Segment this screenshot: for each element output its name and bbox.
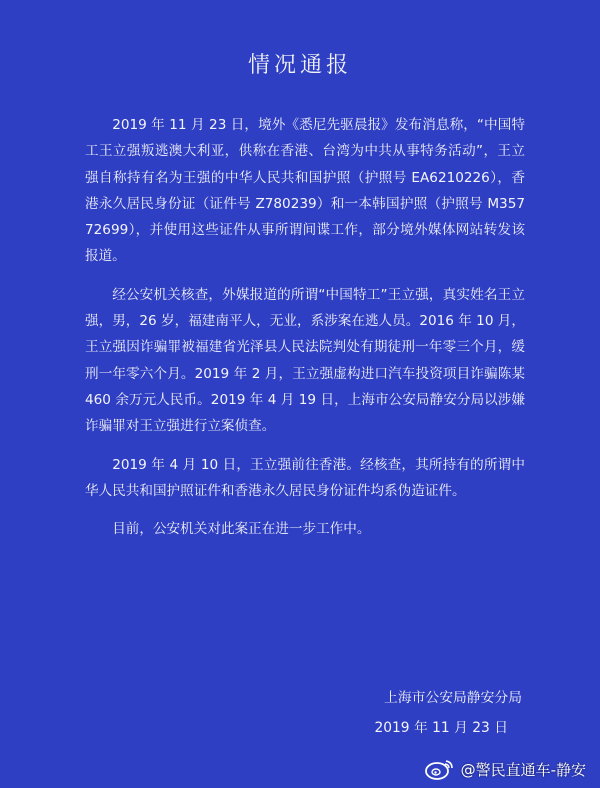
weibo-icon <box>425 758 455 780</box>
paragraph-1: 2019 年 11 月 23 日，境外《悉尼先驱晨报》发布消息称，“中国特工王立强叛逃澳大利亚，供称在香港、台湾为中共从事特务活动”，王立强自称持有名为王强的中华人民共和国护照（护照号 EA6210226），香港永久居民身份证（证件号 Z780239）和一本韩国护照（护照号 M35772699），并使用这些证件从事所谓间谍工作，部分境外媒体网站转发该报道。 <box>85 117 525 265</box>
watermark <box>425 758 586 780</box>
page-title: 情况通报 <box>247 53 352 78</box>
watermark-text: @警民直通车-静安 <box>460 760 586 779</box>
paragraph-2: 经公安机关核查，外媒报道的所谓“中国特工”王立强，真实姓名王立强，男，26 岁，福建南平人，无业，系涉案在逃人员。2016 年 10 月，王立强因诈骗罪被福建省光泽县人民法院判处有期徒刑一年零三个月，缓刑一年零六个月。2019 年 2 月，王立强虚构进口汽车投资项目诈骗陈某 460 余万元人民币。2019 年 4 月 19 日，上海市公安局静安分局以涉嫌诈骗罪对王立强进行立案侦查。 <box>85 286 525 435</box>
signature-org: 上海市公安局静安分局 <box>384 690 522 706</box>
document-body <box>85 112 525 554</box>
paragraph-3: 2019 年 4 月 10 日，王立强前往香港。经核查，其所持有的所谓中华人民共和国护照证件和香港永久居民身份证件均系伪造证件。 <box>85 456 525 499</box>
paragraph-4: 目前，公安机关对此案正在进一步工作中。 <box>112 521 371 538</box>
signature-date: 2019 年 11 月 23 日 <box>374 720 508 736</box>
